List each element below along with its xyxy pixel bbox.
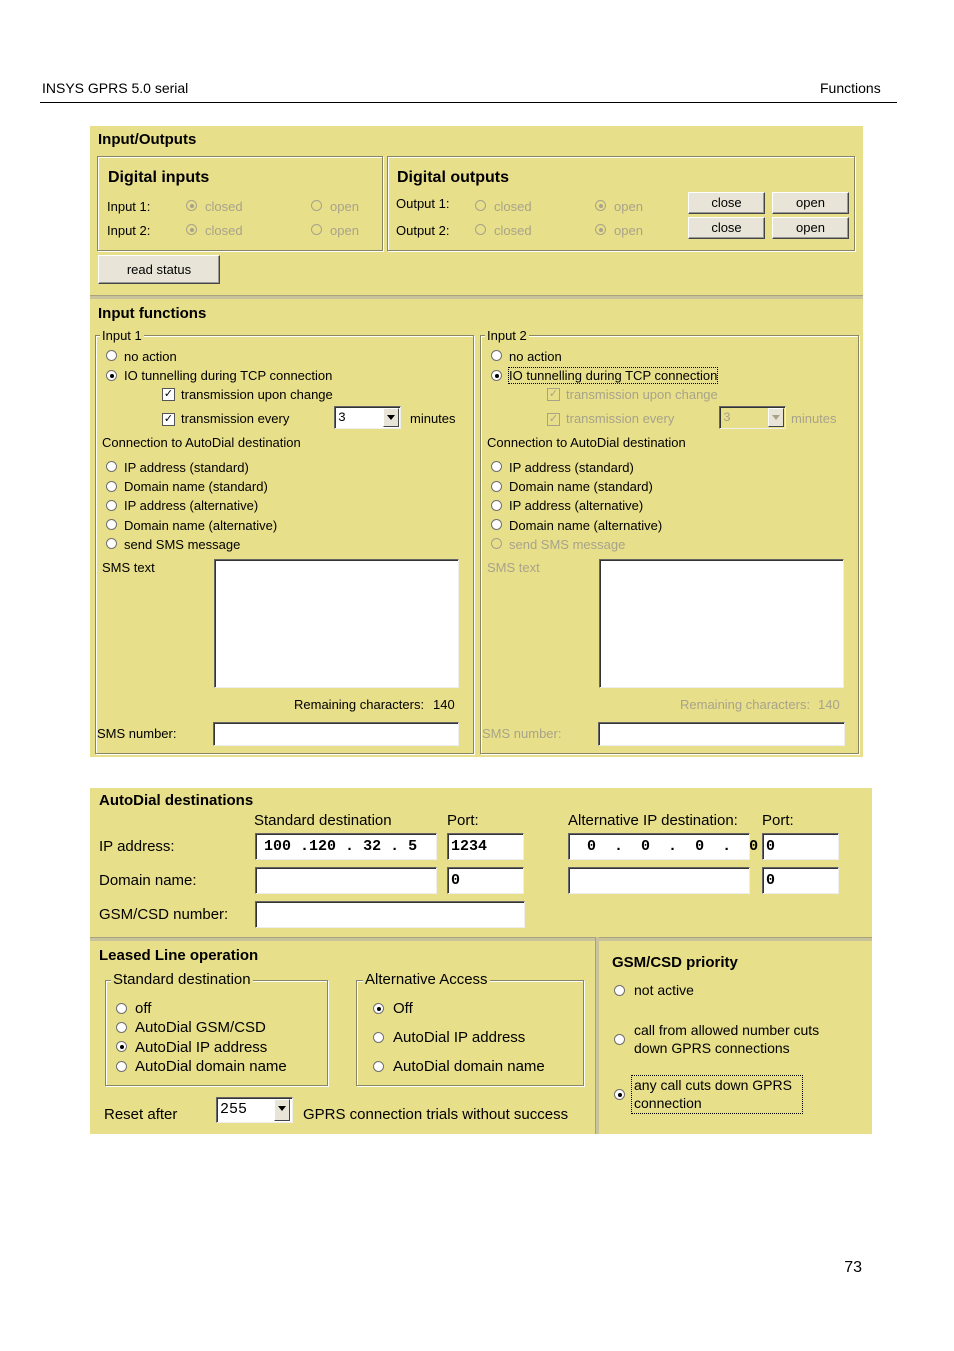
gsm-csd-number-label: GSM/CSD number:: [99, 906, 229, 923]
alternative-ip-octet-3: 0: [695, 838, 705, 855]
input1-open-label: open: [330, 199, 359, 214]
alternative-domain-field[interactable]: [568, 867, 750, 894]
input1-sms-number-field[interactable]: [213, 722, 459, 746]
input2-closed-label: closed: [205, 223, 243, 238]
output1-open-label: open: [614, 199, 643, 214]
input1-ip-alternative-label: IP address (alternative): [124, 498, 259, 513]
input1-connection-label: Connection to AutoDial destination: [102, 435, 301, 450]
leased-alt-off-radio[interactable]: [373, 1003, 384, 1014]
autodial-title: AutoDial destinations: [99, 792, 254, 809]
standard-domain-port-field[interactable]: 0: [447, 867, 524, 894]
leased-alt-domain-label: AutoDial domain name: [393, 1058, 545, 1075]
autodial-separator: [90, 937, 872, 941]
leased-std-gsm-label: AutoDial GSM/CSD: [135, 1019, 266, 1036]
gsm-allowed-number-label-line2: down GPRS connections: [634, 1040, 790, 1056]
alternative-access-legend: Alternative Access: [365, 971, 488, 988]
domain-name-label: Domain name:: [99, 872, 197, 889]
input2-io-tunnelling-radio[interactable]: [491, 370, 502, 381]
alternative-destination-label: Alternative IP destination:: [568, 812, 738, 829]
reset-after-label: Reset after: [104, 1106, 178, 1123]
alternative-port-label: Port:: [762, 812, 794, 829]
input2-sms-text-area[interactable]: [599, 559, 844, 688]
input2-domain-standard-radio[interactable]: [491, 481, 502, 492]
input1-interval-select[interactable]: 3: [334, 406, 401, 429]
standard-port-label: Port:: [447, 812, 479, 829]
input1-sms-number-label: SMS number:: [97, 726, 177, 741]
alternative-ip-field[interactable]: 0 . 0 . 0 . 0: [568, 833, 750, 860]
input1-no-action-label: no action: [124, 349, 177, 364]
input1-transmission-every-checkbox[interactable]: ✓: [163, 413, 174, 425]
standard-ip-octet-1: 100: [264, 838, 292, 855]
leased-std-domain-radio[interactable]: [116, 1061, 127, 1072]
input2-legend: Input 2: [487, 328, 527, 343]
input1-send-sms-radio[interactable]: [106, 538, 117, 549]
alternative-ip-octet-4: 0: [749, 838, 759, 855]
input1-interval-dropdown-arrow-icon[interactable]: [383, 408, 399, 427]
output2-open-radio: [595, 224, 606, 235]
standard-ip-octet-3: 32: [363, 838, 382, 855]
output2-close-button[interactable]: close: [688, 217, 765, 239]
document-header-left: INSYS GPRS 5.0 serial: [42, 80, 189, 96]
reset-trials-select[interactable]: 255: [216, 1097, 293, 1123]
input2-transmission-change-checkbox: ✓: [548, 388, 559, 400]
gsm-any-call-label-line2: connection: [634, 1095, 702, 1111]
input1-no-action-radio[interactable]: [106, 350, 117, 361]
input1-ip-alternative-radio[interactable]: [106, 500, 117, 511]
leased-line-title: Leased Line operation: [99, 947, 259, 964]
gsm-not-active-radio[interactable]: [614, 985, 625, 996]
input1-open-radio: [311, 200, 322, 211]
input1-send-sms-label: send SMS message: [124, 537, 241, 552]
output2-closed-radio: [475, 224, 486, 235]
gsm-allowed-number-label-line1: call from allowed number cuts: [634, 1022, 820, 1038]
output2-closed-label: closed: [494, 223, 532, 238]
read-status-button[interactable]: read status: [98, 255, 220, 284]
input1-domain-alternative-label: Domain name (alternative): [124, 518, 278, 533]
gsm-csd-number-field[interactable]: [255, 901, 525, 928]
input2-closed-radio: [186, 224, 197, 235]
input1-domain-alternative-radio[interactable]: [106, 519, 117, 530]
standard-domain-field[interactable]: [255, 867, 437, 894]
input2-domain-alternative-radio[interactable]: [491, 519, 502, 530]
input2-transmission-change-label: transmission upon change: [566, 387, 718, 402]
input2-interval-select: 3: [719, 406, 786, 429]
output1-closed-label: closed: [494, 199, 532, 214]
input2-ip-alternative-radio[interactable]: [491, 500, 502, 511]
output1-label: Output 1:: [396, 196, 450, 211]
alternative-ip-port-field[interactable]: 0: [762, 833, 839, 860]
ip-address-label: IP address:: [99, 838, 175, 855]
input1-remaining-value: 140: [433, 697, 455, 712]
input2-sms-number-field[interactable]: [598, 722, 845, 746]
header-rule: [40, 102, 897, 103]
input1-label: Input 1:: [107, 199, 151, 214]
alternative-ip-octet-2: 0: [641, 838, 651, 855]
input1-domain-standard-label: Domain name (standard): [124, 479, 268, 494]
input1-ip-standard-label: IP address (standard): [124, 460, 249, 475]
input2-minutes-label: minutes: [791, 411, 837, 426]
leased-alt-domain-radio[interactable]: [373, 1061, 384, 1072]
input2-transmission-every-checkbox: ✓: [548, 413, 559, 425]
input2-sms-number-label: SMS number:: [482, 726, 562, 741]
input2-ip-alternative-label: IP address (alternative): [509, 498, 644, 513]
input1-io-tunnelling-label: IO tunnelling during TCP connection: [124, 368, 333, 383]
output1-closed-radio: [475, 200, 486, 211]
gsm-allowed-number-radio[interactable]: [614, 1034, 625, 1045]
standard-ip-field[interactable]: 100 .120 . 32 . 5: [255, 833, 437, 860]
input2-io-tunnelling-label: IO tunnelling during TCP connection: [509, 368, 718, 383]
input2-send-sms-label: send SMS message: [509, 537, 626, 552]
output1-open-button[interactable]: open: [772, 192, 849, 214]
digital-inputs-title: Digital inputs: [108, 169, 210, 186]
input1-ip-standard-radio[interactable]: [106, 461, 117, 472]
io-panel: [90, 126, 863, 757]
input2-sms-text-label: SMS text: [487, 560, 540, 575]
input2-interval-dropdown-arrow-icon: [768, 408, 784, 427]
leased-std-ip-label: AutoDial IP address: [135, 1039, 268, 1056]
standard-destination-legend: Standard destination: [113, 971, 251, 988]
input1-io-tunnelling-radio[interactable]: [106, 370, 117, 381]
input2-send-sms-radio: [491, 538, 502, 549]
autodial-panel: [90, 788, 872, 1134]
output1-open-radio: [595, 200, 606, 211]
leased-std-off-label: off: [135, 1000, 152, 1017]
input1-closed-radio: [186, 200, 197, 211]
leased-std-domain-label: AutoDial domain name: [135, 1058, 287, 1075]
input2-remaining-label: Remaining characters:: [680, 697, 811, 712]
standard-ip-octet-4: 5: [408, 838, 418, 855]
input1-closed-label: closed: [205, 199, 243, 214]
output2-label: Output 2:: [396, 223, 450, 238]
leased-alt-ip-radio[interactable]: [373, 1032, 384, 1043]
input2-open-radio: [311, 224, 322, 235]
reset-trials-dropdown-arrow-icon[interactable]: [274, 1099, 290, 1121]
input1-transmission-change-label: transmission upon change: [181, 387, 333, 402]
input1-minutes-label: minutes: [410, 411, 456, 426]
leased-alt-ip-label: AutoDial IP address: [393, 1029, 526, 1046]
input1-transmission-change-checkbox[interactable]: ✓: [163, 388, 174, 400]
output1-close-button[interactable]: close: [688, 192, 765, 214]
input1-remaining-label: Remaining characters:: [294, 697, 425, 712]
input2-no-action-radio[interactable]: [491, 350, 502, 361]
page-number: 73: [844, 1259, 862, 1276]
leased-gsm-divider: [595, 937, 599, 1134]
input1-sms-text-area[interactable]: [214, 559, 459, 688]
standard-ip-octet-2: 120: [309, 838, 337, 855]
input2-open-label: open: [330, 223, 359, 238]
input2-domain-alternative-label: Domain name (alternative): [509, 518, 663, 533]
panel-separator: [90, 295, 863, 299]
input2-domain-standard-label: Domain name (standard): [509, 479, 653, 494]
standard-ip-port-field[interactable]: 1234: [447, 833, 524, 860]
gsm-not-active-label: not active: [634, 982, 694, 998]
input1-domain-standard-radio[interactable]: [106, 481, 117, 492]
standard-destination-label: Standard destination: [254, 812, 392, 829]
document-header-right: Functions: [820, 80, 881, 96]
gsm-priority-title: GSM/CSD priority: [612, 954, 738, 971]
input2-label: Input 2:: [107, 223, 151, 238]
leased-std-ip-radio[interactable]: [116, 1041, 127, 1052]
leased-alt-off-label: Off: [393, 1000, 413, 1017]
input1-transmission-every-label: transmission every: [181, 411, 290, 426]
leased-std-off-radio[interactable]: [116, 1003, 127, 1014]
alternative-ip-octet-1: 0: [587, 838, 597, 855]
input2-ip-standard-radio[interactable]: [491, 461, 502, 472]
digital-outputs-title: Digital outputs: [397, 169, 509, 186]
alternative-domain-port-field[interactable]: 0: [762, 867, 839, 894]
input2-ip-standard-label: IP address (standard): [509, 460, 634, 475]
input2-connection-label: Connection to AutoDial destination: [487, 435, 686, 450]
io-panel-title: Input/Outputs: [98, 131, 197, 148]
input1-legend: Input 1: [102, 328, 142, 343]
input-functions-title: Input functions: [98, 305, 207, 322]
input2-remaining-value: 140: [818, 697, 840, 712]
input2-no-action-label: no action: [509, 349, 562, 364]
gsm-any-call-radio[interactable]: [614, 1089, 625, 1100]
input2-transmission-every-label: transmission every: [566, 411, 675, 426]
output2-open-button[interactable]: open: [772, 217, 849, 239]
input1-sms-text-label: SMS text: [102, 560, 155, 575]
output2-open-label: open: [614, 223, 643, 238]
leased-std-gsm-radio[interactable]: [116, 1022, 127, 1033]
reset-suffix-label: GPRS connection trials without success: [303, 1106, 569, 1123]
gsm-any-call-label-line1: any call cuts down GPRS: [634, 1077, 792, 1093]
